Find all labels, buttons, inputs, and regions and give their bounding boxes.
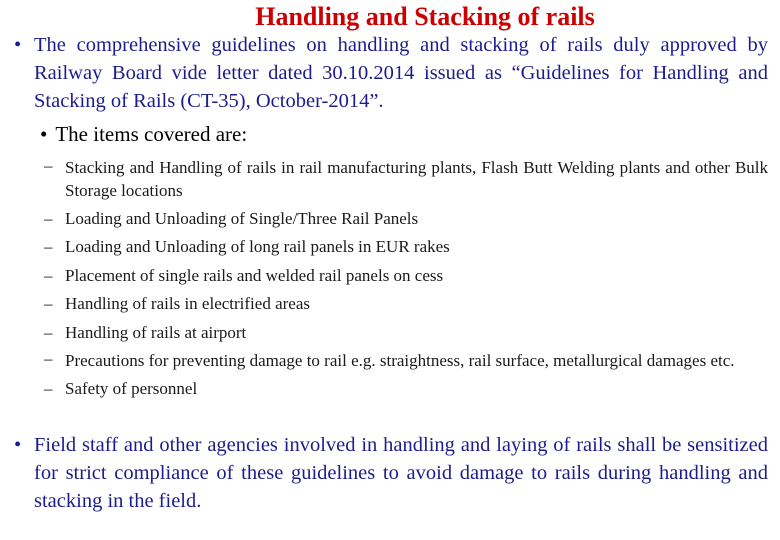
list-item-text: Precautions for preventing damage to rail e.g. straightness, rail surface, metallurgical damages etc.: [65, 351, 735, 371]
list-item: [44, 375, 768, 403]
bullet-icon: •: [14, 434, 22, 456]
bullet-guidelines: [14, 31, 768, 115]
items-list: [44, 154, 768, 403]
slide-title: Handling and Stacking of rails: [255, 2, 595, 31]
list-item-text: Loading and Unloading of long rail panels in EUR rakes: [65, 237, 450, 257]
list-item-text: Handling of rails at airport: [65, 322, 247, 342]
list-item: [44, 233, 768, 261]
list-item: [44, 154, 768, 205]
dash-icon: –: [44, 349, 53, 369]
dash-icon: –: [44, 294, 53, 314]
dash-icon: –: [44, 379, 53, 399]
bullet-icon: •: [14, 34, 22, 56]
bullet-field-staff: [14, 431, 768, 515]
dash-icon: –: [44, 265, 53, 285]
list-item-text: Stacking and Handling of rails in rail manufacturing plants, Flash Butt Welding plants and other Bulk Storage locations: [65, 158, 768, 200]
list-item: [44, 347, 768, 375]
list-item: [44, 262, 768, 290]
dash-icon: –: [44, 237, 53, 257]
bullet-field-staff-text: Field staff and other agencies involved in handling and laying of rails shall be sensitized for strict compliance of these guidelines to avoid damage to rails during handling and stacking in the field.: [34, 434, 768, 512]
list-item-text: Placement of single rails and welded rail panels on cess: [65, 265, 444, 285]
items-heading-text: The items covered are:: [55, 122, 248, 146]
list-item: [44, 205, 768, 233]
list-item-text: Handling of rails in electrified areas: [65, 294, 310, 314]
list-item-text: Safety of personnel: [65, 379, 198, 399]
list-item: [44, 319, 768, 347]
bullet-icon: •: [40, 122, 48, 146]
bullet-guidelines-text: The comprehensive guidelines on handling and stacking of rails duly approved by Railway Board vide letter dated 30.10.2014 issued as “Guidelines for Handling and Stacking of Rails (CT-35), October-2014”.: [34, 34, 768, 112]
items-heading: [40, 120, 247, 148]
dash-icon: –: [44, 322, 53, 342]
dash-icon: –: [44, 156, 53, 175]
dash-icon: –: [44, 209, 53, 228]
list-item: [44, 290, 768, 318]
list-item-text: Loading and Unloading of Single/Three Rail Panels: [65, 209, 419, 228]
